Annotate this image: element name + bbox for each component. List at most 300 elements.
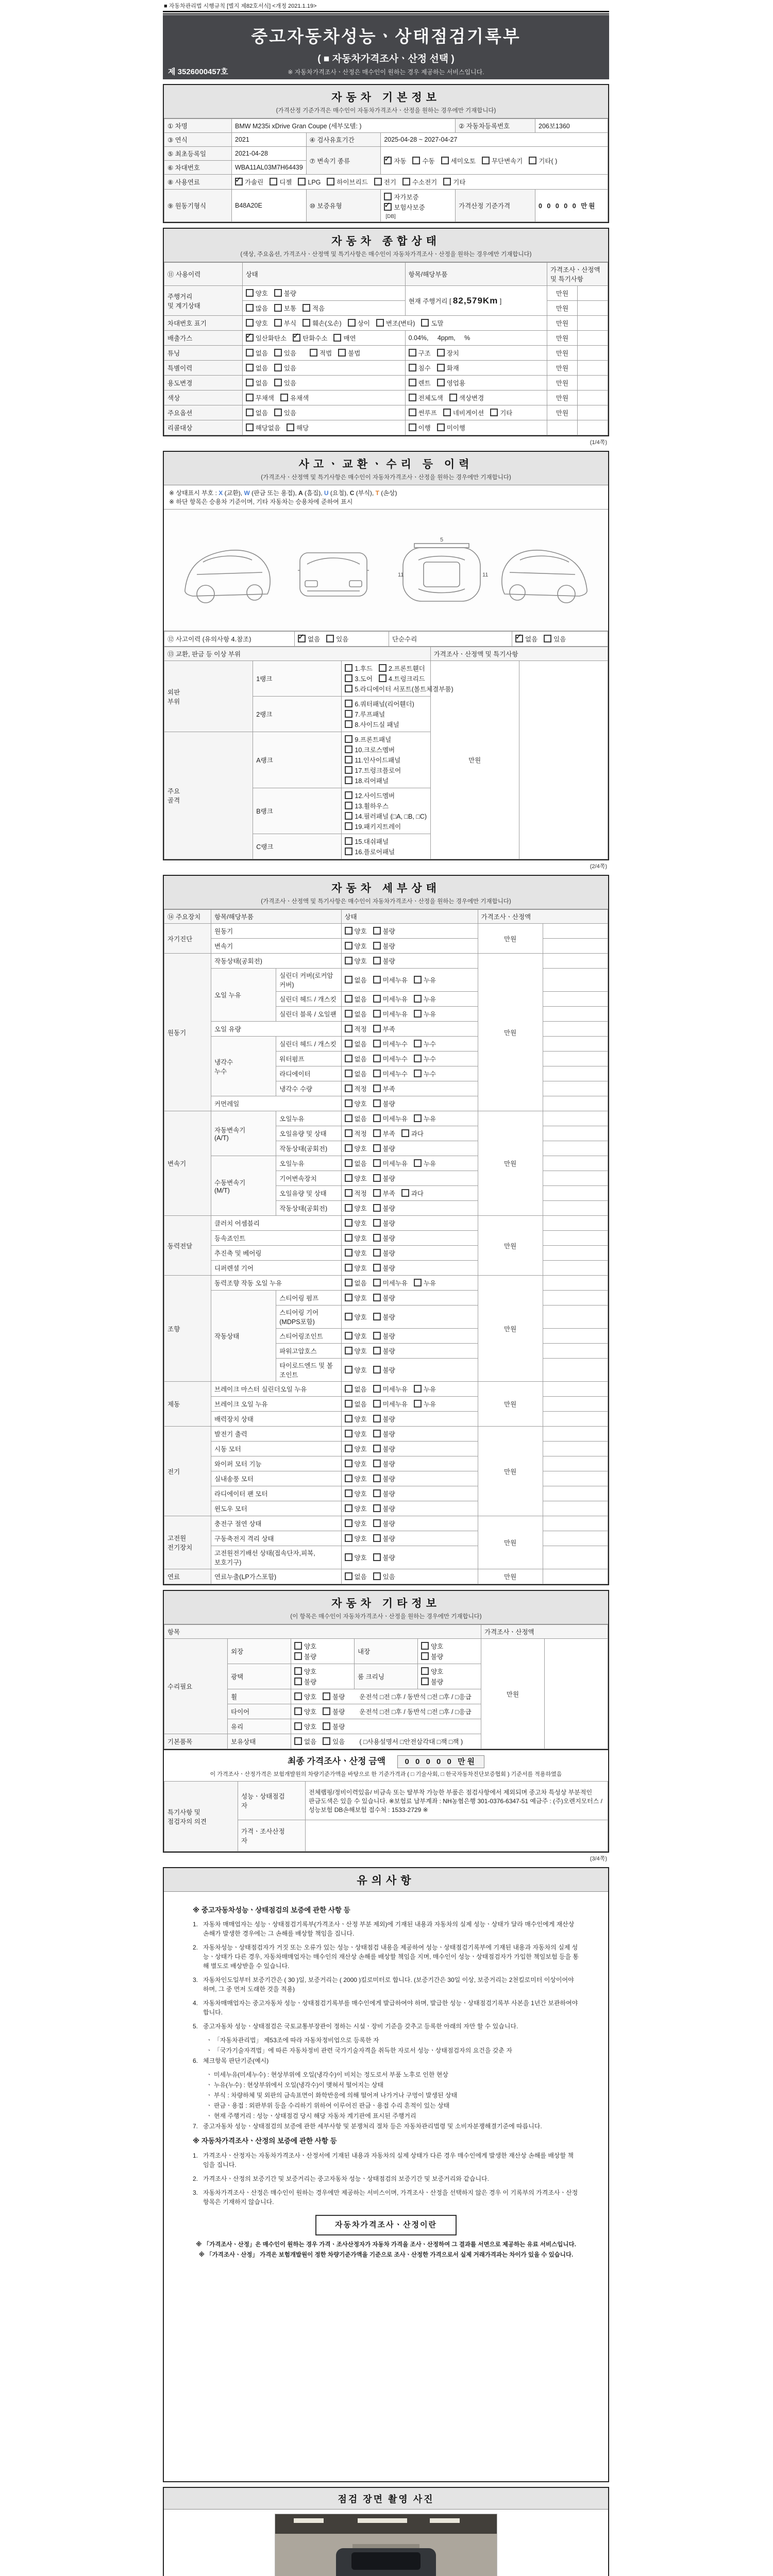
unchecked-checkbox-icon[interactable] xyxy=(373,1070,381,1077)
unchecked-checkbox-icon[interactable] xyxy=(482,157,490,164)
checkbox-option[interactable] xyxy=(345,1218,367,1228)
checkbox-option[interactable] xyxy=(246,423,280,432)
unchecked-checkbox-icon[interactable] xyxy=(421,1667,429,1675)
checkbox-option[interactable] xyxy=(345,1024,367,1033)
checkbox-option[interactable] xyxy=(345,1263,367,1273)
checkbox-option[interactable] xyxy=(421,318,443,328)
checkbox-option[interactable] xyxy=(345,1474,367,1483)
unchecked-checkbox-icon[interactable] xyxy=(345,1264,352,1272)
checkbox-option[interactable] xyxy=(401,1189,424,1198)
checkbox-option[interactable] xyxy=(414,994,436,1004)
checkbox-option[interactable] xyxy=(287,423,309,432)
checkbox-option[interactable] xyxy=(345,699,414,708)
checked-checkbox-icon[interactable] xyxy=(384,157,392,164)
checkbox-option[interactable] xyxy=(345,1144,367,1153)
unchecked-checkbox-icon[interactable] xyxy=(421,1652,429,1660)
unchecked-checkbox-icon[interactable] xyxy=(414,1010,422,1018)
unchecked-checkbox-icon[interactable] xyxy=(323,1692,330,1700)
unchecked-checkbox-icon[interactable] xyxy=(294,1692,302,1700)
checkbox-option[interactable] xyxy=(345,994,367,1004)
unchecked-checkbox-icon[interactable] xyxy=(373,1219,381,1227)
checkbox-option[interactable] xyxy=(294,1722,316,1731)
unchecked-checkbox-icon[interactable] xyxy=(246,304,254,312)
checkbox-option[interactable] xyxy=(345,735,391,744)
checkbox-option[interactable] xyxy=(544,634,566,643)
checkbox-option[interactable] xyxy=(421,1667,443,1676)
unchecked-checkbox-icon[interactable] xyxy=(345,710,352,718)
unchecked-checkbox-icon[interactable] xyxy=(345,1189,352,1197)
checkbox-option[interactable] xyxy=(345,1365,367,1375)
unchecked-checkbox-icon[interactable] xyxy=(401,1129,409,1137)
unchecked-checkbox-icon[interactable] xyxy=(373,1385,381,1393)
checkbox-option[interactable] xyxy=(414,1054,436,1063)
unchecked-checkbox-icon[interactable] xyxy=(345,1332,352,1340)
checkbox-option[interactable] xyxy=(373,1204,395,1213)
checkbox-option[interactable] xyxy=(303,318,342,328)
unchecked-checkbox-icon[interactable] xyxy=(421,1677,429,1685)
unchecked-checkbox-icon[interactable] xyxy=(345,1129,352,1137)
checkbox-option[interactable] xyxy=(373,1144,395,1153)
unchecked-checkbox-icon[interactable] xyxy=(449,394,457,401)
unchecked-checkbox-icon[interactable] xyxy=(294,1707,302,1715)
checkbox-option[interactable] xyxy=(235,177,263,187)
unchecked-checkbox-icon[interactable] xyxy=(345,1249,352,1257)
checkbox-option[interactable] xyxy=(345,1489,367,1498)
checked-checkbox-icon[interactable] xyxy=(293,334,300,342)
checkbox-option[interactable] xyxy=(345,1293,367,1302)
unchecked-checkbox-icon[interactable] xyxy=(373,1294,381,1301)
checkbox-option[interactable] xyxy=(345,1399,367,1409)
checkbox-option[interactable] xyxy=(246,333,287,343)
checkbox-option[interactable] xyxy=(443,408,484,417)
checkbox-option[interactable] xyxy=(373,1039,408,1048)
checkbox-option[interactable] xyxy=(414,1159,436,1168)
unchecked-checkbox-icon[interactable] xyxy=(373,1332,381,1340)
unchecked-checkbox-icon[interactable] xyxy=(373,995,381,1003)
checkbox-option[interactable] xyxy=(345,664,373,673)
checkbox-option[interactable] xyxy=(373,1233,395,1243)
unchecked-checkbox-icon[interactable] xyxy=(338,349,346,357)
unchecked-checkbox-icon[interactable] xyxy=(409,423,416,431)
unchecked-checkbox-icon[interactable] xyxy=(544,635,551,642)
unchecked-checkbox-icon[interactable] xyxy=(409,379,416,386)
unchecked-checkbox-icon[interactable] xyxy=(345,791,352,799)
checkbox-option[interactable] xyxy=(310,348,332,358)
checkbox-option[interactable] xyxy=(345,776,389,785)
checkbox-option[interactable] xyxy=(298,634,320,643)
unchecked-checkbox-icon[interactable] xyxy=(421,1642,429,1650)
unchecked-checkbox-icon[interactable] xyxy=(246,409,254,416)
checkbox-option[interactable] xyxy=(326,634,348,643)
checkbox-option[interactable] xyxy=(373,1278,408,1287)
unchecked-checkbox-icon[interactable] xyxy=(345,812,352,820)
unchecked-checkbox-icon[interactable] xyxy=(345,802,352,809)
checkbox-option[interactable] xyxy=(323,1692,345,1701)
unchecked-checkbox-icon[interactable] xyxy=(437,349,445,357)
checkbox-option[interactable] xyxy=(373,1174,395,1183)
unchecked-checkbox-icon[interactable] xyxy=(345,1519,352,1527)
checkbox-option[interactable] xyxy=(414,1399,436,1409)
checkbox-option[interactable] xyxy=(373,1189,395,1198)
unchecked-checkbox-icon[interactable] xyxy=(414,976,422,984)
checkbox-option[interactable] xyxy=(414,1009,436,1019)
unchecked-checkbox-icon[interactable] xyxy=(310,349,317,357)
checkbox-option[interactable] xyxy=(373,1489,395,1498)
unchecked-checkbox-icon[interactable] xyxy=(373,942,381,950)
unchecked-checkbox-icon[interactable] xyxy=(345,1234,352,1242)
checkbox-option[interactable] xyxy=(345,956,367,965)
checkbox-option[interactable] xyxy=(409,423,431,432)
unchecked-checkbox-icon[interactable] xyxy=(287,423,294,431)
checkbox-option[interactable] xyxy=(345,975,367,985)
checkbox-option[interactable] xyxy=(345,766,401,775)
checkbox-option[interactable] xyxy=(345,1504,367,1513)
unchecked-checkbox-icon[interactable] xyxy=(246,394,254,401)
checkbox-option[interactable] xyxy=(373,1312,395,1321)
unchecked-checkbox-icon[interactable] xyxy=(345,1460,352,1467)
checkbox-option[interactable] xyxy=(374,177,396,187)
unchecked-checkbox-icon[interactable] xyxy=(345,685,352,692)
checkbox-option[interactable] xyxy=(274,408,296,417)
unchecked-checkbox-icon[interactable] xyxy=(345,1313,352,1320)
checkbox-option[interactable] xyxy=(345,1459,367,1468)
unchecked-checkbox-icon[interactable] xyxy=(345,927,352,935)
checkbox-option[interactable] xyxy=(345,1312,367,1321)
checkbox-option[interactable] xyxy=(421,1652,443,1661)
unchecked-checkbox-icon[interactable] xyxy=(373,1460,381,1467)
unchecked-checkbox-icon[interactable] xyxy=(345,756,352,764)
checkbox-option[interactable] xyxy=(345,1331,367,1341)
checkbox-option[interactable] xyxy=(409,348,431,358)
checkbox-option[interactable] xyxy=(373,1444,395,1453)
checkbox-option[interactable] xyxy=(373,1293,395,1302)
checkbox-option[interactable] xyxy=(270,177,292,187)
checked-checkbox-icon[interactable] xyxy=(246,334,254,342)
unchecked-checkbox-icon[interactable] xyxy=(373,1489,381,1497)
unchecked-checkbox-icon[interactable] xyxy=(345,942,352,950)
unchecked-checkbox-icon[interactable] xyxy=(294,1737,302,1745)
checkbox-option[interactable] xyxy=(414,1039,436,1048)
unchecked-checkbox-icon[interactable] xyxy=(345,1400,352,1408)
checkbox-option[interactable] xyxy=(373,1159,408,1168)
checkbox-option[interactable] xyxy=(345,1534,367,1543)
checkbox-option[interactable] xyxy=(373,1099,395,1108)
unchecked-checkbox-icon[interactable] xyxy=(345,735,352,743)
unchecked-checkbox-icon[interactable] xyxy=(437,364,445,371)
unchecked-checkbox-icon[interactable] xyxy=(294,1677,302,1685)
unchecked-checkbox-icon[interactable] xyxy=(414,1400,422,1408)
checkbox-option[interactable] xyxy=(441,156,476,165)
checkbox-option[interactable] xyxy=(373,956,395,965)
unchecked-checkbox-icon[interactable] xyxy=(409,409,416,416)
checkbox-option[interactable] xyxy=(345,1248,367,1258)
unchecked-checkbox-icon[interactable] xyxy=(345,1534,352,1542)
unchecked-checkbox-icon[interactable] xyxy=(246,379,254,386)
unchecked-checkbox-icon[interactable] xyxy=(345,995,352,1003)
unchecked-checkbox-icon[interactable] xyxy=(280,394,288,401)
checkbox-option[interactable] xyxy=(449,393,484,402)
unchecked-checkbox-icon[interactable] xyxy=(373,927,381,935)
checkbox-option[interactable] xyxy=(345,1069,367,1078)
checkbox-option[interactable] xyxy=(345,1384,367,1394)
checked-checkbox-icon[interactable] xyxy=(384,203,392,211)
unchecked-checkbox-icon[interactable] xyxy=(373,1415,381,1422)
unchecked-checkbox-icon[interactable] xyxy=(345,1114,352,1122)
unchecked-checkbox-icon[interactable] xyxy=(294,1642,302,1650)
checkbox-option[interactable] xyxy=(409,393,443,402)
unchecked-checkbox-icon[interactable] xyxy=(373,1519,381,1527)
checkbox-option[interactable] xyxy=(294,1667,316,1676)
checkbox-option[interactable] xyxy=(373,1553,395,1562)
unchecked-checkbox-icon[interactable] xyxy=(345,1572,352,1580)
unchecked-checkbox-icon[interactable] xyxy=(345,1385,352,1393)
unchecked-checkbox-icon[interactable] xyxy=(490,409,498,416)
checkbox-option[interactable] xyxy=(373,926,395,936)
checkbox-option[interactable] xyxy=(338,348,360,358)
checkbox-option[interactable] xyxy=(345,720,399,729)
checkbox-option[interactable] xyxy=(298,178,321,186)
unchecked-checkbox-icon[interactable] xyxy=(345,837,352,845)
unchecked-checkbox-icon[interactable] xyxy=(345,848,352,855)
unchecked-checkbox-icon[interactable] xyxy=(441,157,449,164)
unchecked-checkbox-icon[interactable] xyxy=(414,1040,422,1047)
checkbox-option[interactable] xyxy=(345,791,395,800)
checkbox-option[interactable] xyxy=(345,837,389,846)
unchecked-checkbox-icon[interactable] xyxy=(376,319,384,327)
checkbox-option[interactable] xyxy=(348,318,370,328)
unchecked-checkbox-icon[interactable] xyxy=(379,664,386,672)
unchecked-checkbox-icon[interactable] xyxy=(345,1025,352,1032)
checkbox-option[interactable] xyxy=(345,1519,367,1528)
checkbox-option[interactable] xyxy=(373,1129,395,1138)
unchecked-checkbox-icon[interactable] xyxy=(345,766,352,774)
unchecked-checkbox-icon[interactable] xyxy=(373,1129,381,1137)
unchecked-checkbox-icon[interactable] xyxy=(345,1347,352,1354)
checkbox-option[interactable] xyxy=(412,156,434,165)
checked-checkbox-icon[interactable] xyxy=(298,635,306,642)
unchecked-checkbox-icon[interactable] xyxy=(373,1313,381,1320)
unchecked-checkbox-icon[interactable] xyxy=(373,1553,381,1561)
unchecked-checkbox-icon[interactable] xyxy=(414,1279,422,1286)
checkbox-option[interactable] xyxy=(294,1677,316,1686)
checkbox-option[interactable] xyxy=(373,1459,395,1468)
checkbox-option[interactable] xyxy=(345,1429,367,1438)
unchecked-checkbox-icon[interactable] xyxy=(373,1055,381,1062)
checkbox-option[interactable] xyxy=(345,1039,367,1048)
checkbox-option[interactable] xyxy=(327,177,367,187)
checkbox-option[interactable] xyxy=(421,1641,443,1651)
unchecked-checkbox-icon[interactable] xyxy=(345,664,352,672)
unchecked-checkbox-icon[interactable] xyxy=(345,1430,352,1437)
unchecked-checkbox-icon[interactable] xyxy=(414,1385,422,1393)
checkbox-option[interactable] xyxy=(345,1054,367,1063)
unchecked-checkbox-icon[interactable] xyxy=(274,319,282,327)
checkbox-option[interactable] xyxy=(443,177,465,187)
unchecked-checkbox-icon[interactable] xyxy=(345,1099,352,1107)
checkbox-option[interactable] xyxy=(421,1677,443,1686)
unchecked-checkbox-icon[interactable] xyxy=(373,1174,381,1182)
unchecked-checkbox-icon[interactable] xyxy=(409,364,416,371)
checkbox-option[interactable] xyxy=(345,1414,367,1423)
checkbox-option[interactable] xyxy=(414,1069,436,1078)
checkbox-option[interactable] xyxy=(373,1248,395,1258)
unchecked-checkbox-icon[interactable] xyxy=(373,1159,381,1167)
checkbox-option[interactable] xyxy=(373,1263,395,1273)
unchecked-checkbox-icon[interactable] xyxy=(345,1084,352,1092)
unchecked-checkbox-icon[interactable] xyxy=(345,957,352,964)
checkbox-option[interactable] xyxy=(345,1084,367,1093)
unchecked-checkbox-icon[interactable] xyxy=(373,1234,381,1242)
checkbox-option[interactable] xyxy=(345,941,367,951)
unchecked-checkbox-icon[interactable] xyxy=(345,1504,352,1512)
checkbox-option[interactable] xyxy=(414,1114,436,1123)
checkbox-option[interactable] xyxy=(333,333,356,343)
checkbox-option[interactable] xyxy=(414,1384,436,1394)
unchecked-checkbox-icon[interactable] xyxy=(345,776,352,784)
unchecked-checkbox-icon[interactable] xyxy=(345,674,352,682)
checkbox-option[interactable] xyxy=(402,177,437,187)
checkbox-option[interactable] xyxy=(274,363,296,372)
unchecked-checkbox-icon[interactable] xyxy=(345,1489,352,1497)
unchecked-checkbox-icon[interactable] xyxy=(373,1279,381,1286)
unchecked-checkbox-icon[interactable] xyxy=(373,1475,381,1482)
unchecked-checkbox-icon[interactable] xyxy=(323,1722,330,1730)
unchecked-checkbox-icon[interactable] xyxy=(374,178,382,185)
unchecked-checkbox-icon[interactable] xyxy=(274,349,282,357)
checkbox-option[interactable] xyxy=(376,318,415,328)
checkbox-option[interactable] xyxy=(345,811,427,821)
unchecked-checkbox-icon[interactable] xyxy=(529,157,536,164)
checkbox-option[interactable] xyxy=(373,1534,395,1543)
unchecked-checkbox-icon[interactable] xyxy=(373,1249,381,1257)
checkbox-option[interactable] xyxy=(345,1444,367,1453)
unchecked-checkbox-icon[interactable] xyxy=(379,674,386,682)
checkbox-option[interactable] xyxy=(345,1099,367,1108)
unchecked-checkbox-icon[interactable] xyxy=(373,1264,381,1272)
checkbox-option[interactable] xyxy=(345,1204,367,1213)
checkbox-option[interactable] xyxy=(345,1189,367,1198)
unchecked-checkbox-icon[interactable] xyxy=(421,319,429,327)
checkbox-option[interactable] xyxy=(373,1414,395,1423)
checkbox-option[interactable] xyxy=(490,408,512,417)
checkbox-option[interactable] xyxy=(373,975,408,985)
unchecked-checkbox-icon[interactable] xyxy=(384,193,392,200)
checkbox-option[interactable] xyxy=(246,348,268,358)
checkbox-option[interactable] xyxy=(401,1129,424,1138)
unchecked-checkbox-icon[interactable] xyxy=(345,1475,352,1482)
checkbox-option[interactable] xyxy=(373,1084,395,1093)
unchecked-checkbox-icon[interactable] xyxy=(414,1070,422,1077)
checkbox-option[interactable] xyxy=(323,1737,345,1746)
unchecked-checkbox-icon[interactable] xyxy=(323,1707,330,1715)
checkbox-option[interactable] xyxy=(345,1114,367,1123)
checkbox-option[interactable] xyxy=(293,333,327,343)
unchecked-checkbox-icon[interactable] xyxy=(373,1025,381,1032)
unchecked-checkbox-icon[interactable] xyxy=(373,1204,381,1212)
unchecked-checkbox-icon[interactable] xyxy=(414,1055,422,1062)
checkbox-option[interactable] xyxy=(373,1519,395,1528)
unchecked-checkbox-icon[interactable] xyxy=(345,1070,352,1077)
unchecked-checkbox-icon[interactable] xyxy=(246,423,254,431)
checkbox-option[interactable] xyxy=(373,1572,395,1581)
unchecked-checkbox-icon[interactable] xyxy=(274,289,282,297)
unchecked-checkbox-icon[interactable] xyxy=(270,178,277,185)
checkbox-option[interactable] xyxy=(414,1278,436,1287)
checkbox-option[interactable] xyxy=(437,423,465,432)
checkbox-option[interactable] xyxy=(246,408,268,417)
unchecked-checkbox-icon[interactable] xyxy=(345,1174,352,1182)
checkbox-option[interactable] xyxy=(274,348,296,358)
checkbox-option[interactable] xyxy=(246,363,268,372)
unchecked-checkbox-icon[interactable] xyxy=(373,1430,381,1437)
unchecked-checkbox-icon[interactable] xyxy=(294,1667,302,1675)
unchecked-checkbox-icon[interactable] xyxy=(294,1652,302,1660)
checkbox-option[interactable] xyxy=(373,1429,395,1438)
unchecked-checkbox-icon[interactable] xyxy=(414,1114,422,1122)
unchecked-checkbox-icon[interactable] xyxy=(373,976,381,984)
checkbox-option[interactable] xyxy=(373,1218,395,1228)
checkbox-option[interactable] xyxy=(515,634,537,643)
unchecked-checkbox-icon[interactable] xyxy=(401,1189,409,1197)
checkbox-option[interactable] xyxy=(373,1024,395,1033)
unchecked-checkbox-icon[interactable] xyxy=(345,1553,352,1561)
checkbox-option[interactable] xyxy=(345,1009,367,1019)
unchecked-checkbox-icon[interactable] xyxy=(443,409,451,416)
unchecked-checkbox-icon[interactable] xyxy=(402,178,410,185)
unchecked-checkbox-icon[interactable] xyxy=(373,957,381,964)
checked-checkbox-icon[interactable] xyxy=(515,635,523,642)
checkbox-option[interactable] xyxy=(373,1054,408,1063)
checkbox-option[interactable] xyxy=(294,1707,316,1716)
checkbox-option[interactable] xyxy=(384,202,425,212)
unchecked-checkbox-icon[interactable] xyxy=(345,720,352,728)
checkbox-option[interactable] xyxy=(274,289,296,298)
checkbox-option[interactable] xyxy=(373,1331,395,1341)
unchecked-checkbox-icon[interactable] xyxy=(246,289,254,297)
unchecked-checkbox-icon[interactable] xyxy=(373,1099,381,1107)
checkbox-option[interactable] xyxy=(345,1233,367,1243)
checkbox-option[interactable] xyxy=(294,1737,316,1746)
checkbox-option[interactable] xyxy=(345,1572,367,1581)
checkbox-option[interactable] xyxy=(373,1384,408,1394)
unchecked-checkbox-icon[interactable] xyxy=(345,1279,352,1286)
checkbox-option[interactable] xyxy=(373,1114,408,1123)
unchecked-checkbox-icon[interactable] xyxy=(409,349,416,357)
checkbox-option[interactable] xyxy=(345,1174,367,1183)
unchecked-checkbox-icon[interactable] xyxy=(303,304,310,312)
unchecked-checkbox-icon[interactable] xyxy=(246,364,254,371)
unchecked-checkbox-icon[interactable] xyxy=(414,995,422,1003)
unchecked-checkbox-icon[interactable] xyxy=(345,1159,352,1167)
unchecked-checkbox-icon[interactable] xyxy=(373,1114,381,1122)
checkbox-option[interactable] xyxy=(373,1009,408,1019)
checked-checkbox-icon[interactable] xyxy=(235,178,243,185)
unchecked-checkbox-icon[interactable] xyxy=(373,1347,381,1354)
unchecked-checkbox-icon[interactable] xyxy=(345,1445,352,1452)
checkbox-option[interactable] xyxy=(246,303,268,313)
unchecked-checkbox-icon[interactable] xyxy=(345,1040,352,1047)
unchecked-checkbox-icon[interactable] xyxy=(326,635,334,642)
checkbox-option[interactable] xyxy=(373,1474,395,1483)
unchecked-checkbox-icon[interactable] xyxy=(373,1445,381,1452)
checkbox-option[interactable] xyxy=(280,393,309,402)
checkbox-option[interactable] xyxy=(414,975,436,985)
unchecked-checkbox-icon[interactable] xyxy=(443,178,451,185)
checkbox-option[interactable] xyxy=(409,363,431,372)
unchecked-checkbox-icon[interactable] xyxy=(274,304,282,312)
unchecked-checkbox-icon[interactable] xyxy=(373,1084,381,1092)
unchecked-checkbox-icon[interactable] xyxy=(345,822,352,830)
